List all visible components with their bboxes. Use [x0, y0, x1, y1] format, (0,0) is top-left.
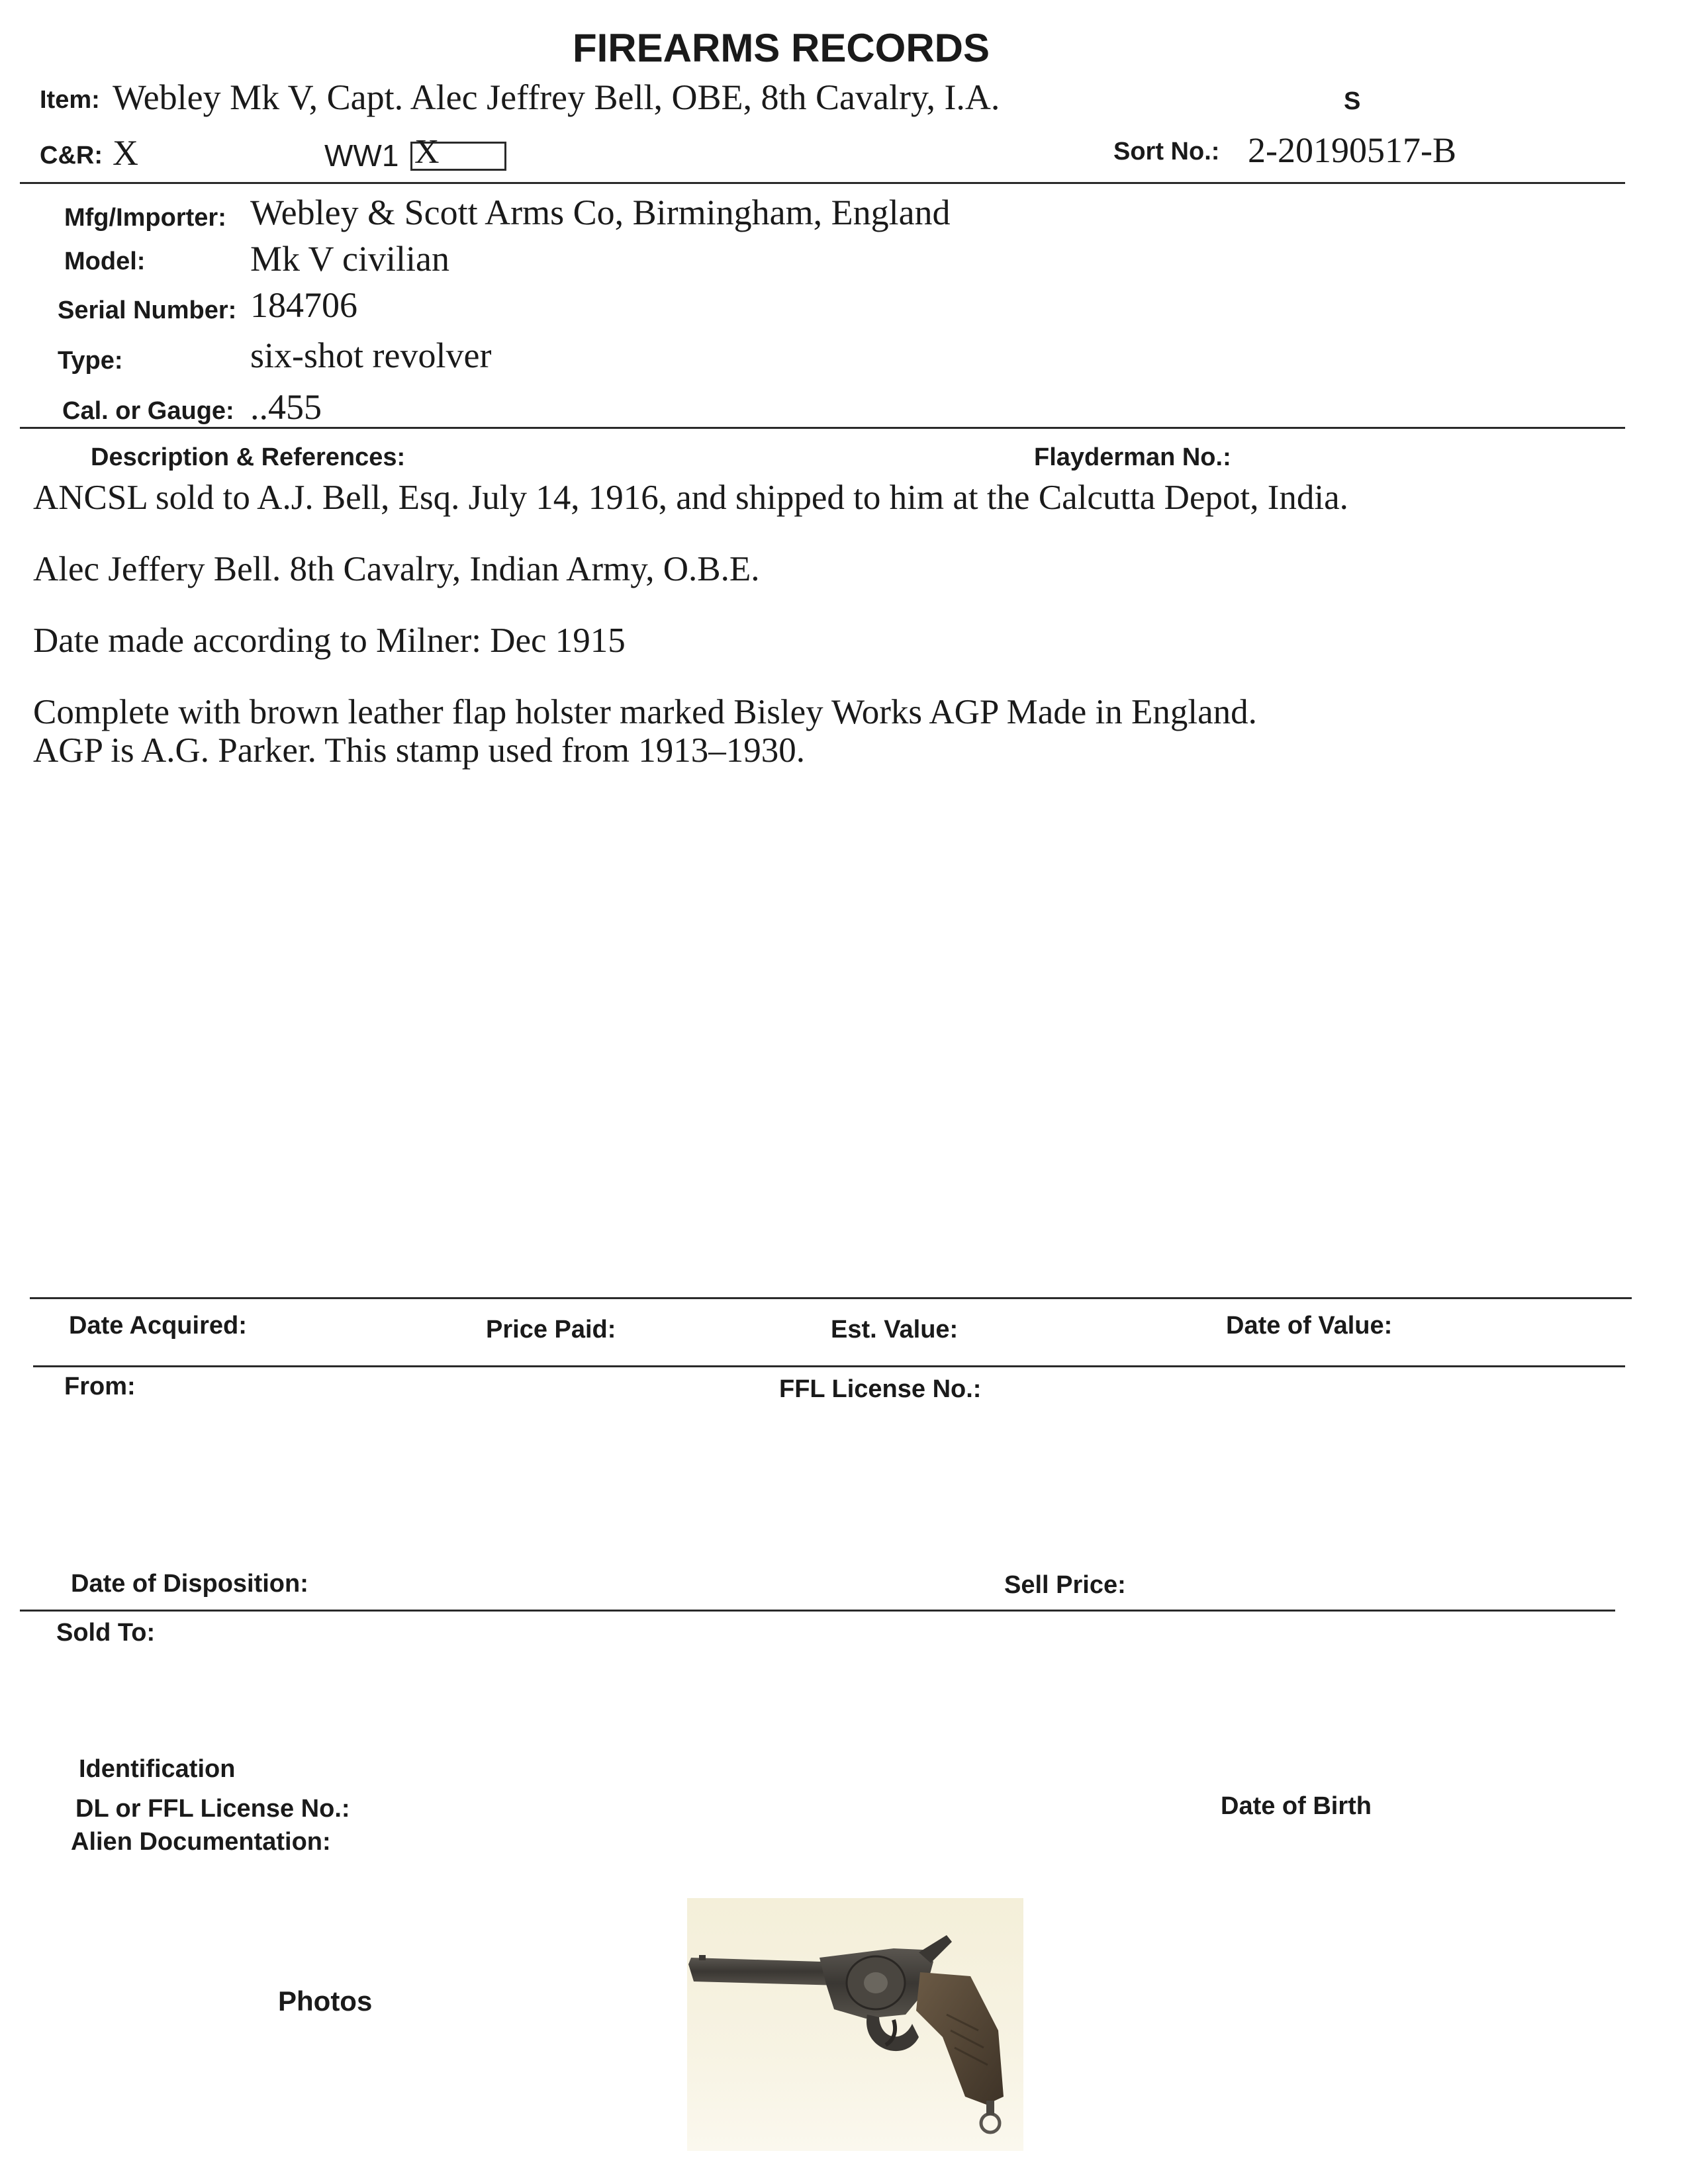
- description-label: Description & References:: [91, 443, 406, 471]
- description-paragraph-3: Date made according to Milner: Dec 1915: [33, 621, 626, 660]
- model-value: Mk V civilian: [250, 239, 450, 279]
- item-label: Item:: [40, 86, 100, 114]
- type-value: six-shot revolver: [250, 336, 492, 375]
- divider-header: [20, 182, 1625, 184]
- revolver-icon: [687, 1898, 1023, 2151]
- date-of-disposition-label: Date of Disposition:: [71, 1570, 308, 1598]
- revolver-photo: [687, 1898, 1023, 2151]
- photos-label: Photos: [278, 1985, 373, 2017]
- sort-value: 2-20190517-B: [1248, 130, 1456, 170]
- date-acquired-label: Date Acquired:: [69, 1312, 247, 1340]
- description-paragraph-2: Alec Jeffery Bell. 8th Cavalry, Indian Army, O.B.E.: [33, 550, 760, 588]
- flayderman-label: Flayderman No.:: [1034, 443, 1231, 471]
- dl-ffl-label: DL or FFL License No.:: [75, 1795, 350, 1823]
- ffl-label: FFL License No.:: [779, 1375, 982, 1403]
- description-paragraph-1: ANCSL sold to A.J. Bell, Esq. July 14, 1916, and shipped to him at the Calcutta Depot, India.: [33, 478, 1348, 517]
- cr-label: C&R:: [40, 142, 103, 169]
- description-paragraph-4a: Complete with brown leather flap holster marked Bisley Works AGP Made in England.: [33, 693, 1257, 731]
- cal-value: ..455: [250, 387, 322, 427]
- date-of-value-label: Date of Value:: [1226, 1312, 1393, 1340]
- sort-label: Sort No.:: [1113, 138, 1220, 165]
- divider-from: [33, 1365, 1625, 1367]
- description-paragraph-4b: AGP is A.G. Parker. This stamp used from 1913–1930.: [33, 731, 805, 770]
- date-of-birth-label: Date of Birth: [1221, 1792, 1372, 1820]
- mfg-label: Mfg/Importer:: [64, 204, 226, 232]
- item-value: Webley Mk V, Capt. Alec Jeffrey Bell, OBE, 8th Cavalry, I.A.: [113, 77, 1000, 117]
- serial-value: 184706: [250, 285, 357, 325]
- cr-value: X: [113, 133, 138, 173]
- mfg-value: Webley & Scott Arms Co, Birmingham, England: [250, 193, 951, 232]
- divider-disposition: [20, 1610, 1615, 1612]
- ww1-check-mark: X: [414, 133, 440, 171]
- divider-acquisition: [30, 1297, 1632, 1299]
- type-label: Type:: [58, 347, 123, 375]
- sell-price-label: Sell Price:: [1004, 1571, 1126, 1599]
- s-mark: S: [1344, 87, 1361, 115]
- serial-label: Serial Number:: [58, 296, 237, 324]
- ww1-label: WW1: [324, 138, 399, 173]
- divider-details: [20, 427, 1625, 429]
- model-label: Model:: [64, 248, 146, 275]
- from-label: From:: [64, 1373, 136, 1400]
- sold-to-label: Sold To:: [56, 1619, 156, 1647]
- cal-label: Cal. or Gauge:: [62, 397, 234, 425]
- price-paid-label: Price Paid:: [486, 1316, 616, 1343]
- alien-documentation-label: Alien Documentation:: [71, 1828, 331, 1856]
- est-value-label: Est. Value:: [831, 1316, 959, 1343]
- form-title: FIREARMS RECORDS: [572, 26, 990, 70]
- identification-label: Identification: [79, 1755, 236, 1783]
